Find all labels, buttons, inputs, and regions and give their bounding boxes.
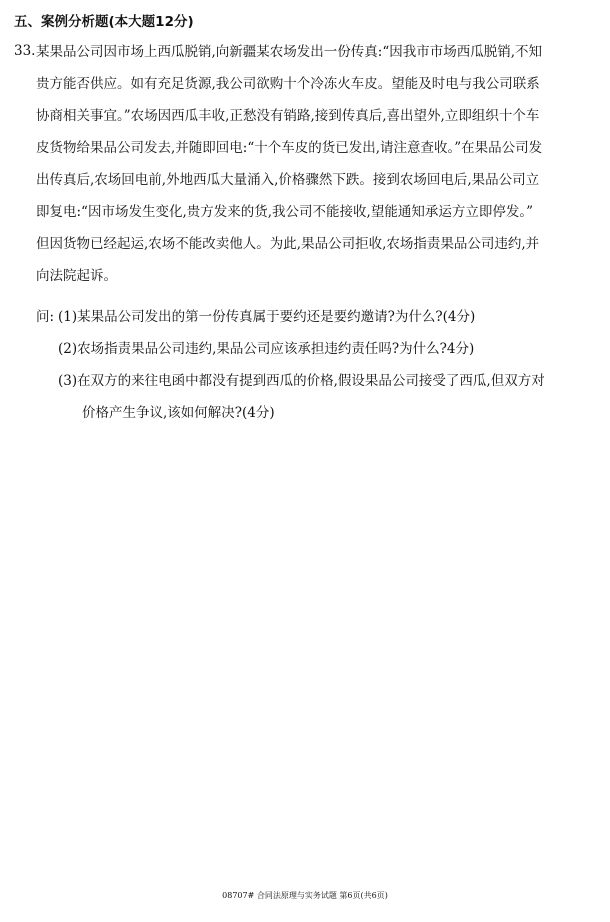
case-line: 某果品公司因市场上西瓜脱销,向新疆某农场发出一份传真:“因我市市场西瓜脱销,不知 (36, 44, 543, 60)
case-line: 向法院起诉。 (36, 268, 117, 284)
sub-question-1: (1)某果品公司发出的第一份传真属于要约还是要约邀请?为什么?(4分) (58, 309, 476, 325)
sub-question-3: (3)在双方的来往电函中都没有提到西瓜的价格,假设果品公司接受了西瓜,但双方对 (58, 373, 545, 389)
ask-prefix: 问: (36, 309, 55, 325)
case-line: 但因货物已经起运,农场不能改卖他人。为此,果品公司拒收,农场指责果品公司违约,并 (36, 236, 540, 252)
page-footer: 08707# 合同法原理与实务试题 第6页(共6页) (222, 891, 388, 900)
question-number: 33. (14, 43, 36, 59)
case-line: 出传真后,农场回电前,外地西瓜大量涌入,价格骤然下跌。接到农场回电后,果品公司立 (36, 172, 540, 188)
case-line: 贵方能否供应。如有充足货源,我公司欲购十个冷冻火车皮。望能及时电与我公司联系 (36, 76, 540, 92)
sub-question-2: (2)农场指责果品公司违约,果品公司应该承担违约责任吗?为什么?4分) (58, 341, 475, 357)
case-line: 协商相关事宜。”农场因西瓜丰收,正愁没有销路,接到传真后,喜出望外,立即组织十个车 (36, 108, 540, 124)
sub-question-3-continued: 价格产生争议,该如何解决?(4分) (82, 405, 275, 421)
section-heading: 五、案例分析题(本大题12分) (14, 14, 194, 30)
case-line: 即复电:“因市场发生变化,贵方发来的货,我公司不能接收,望能通知承运方立即停发。” (36, 204, 533, 220)
case-line: 皮货物给果品公司发去,并随即回电:“十个车皮的货已发出,请注意查收。”在果品公司发 (36, 140, 543, 156)
